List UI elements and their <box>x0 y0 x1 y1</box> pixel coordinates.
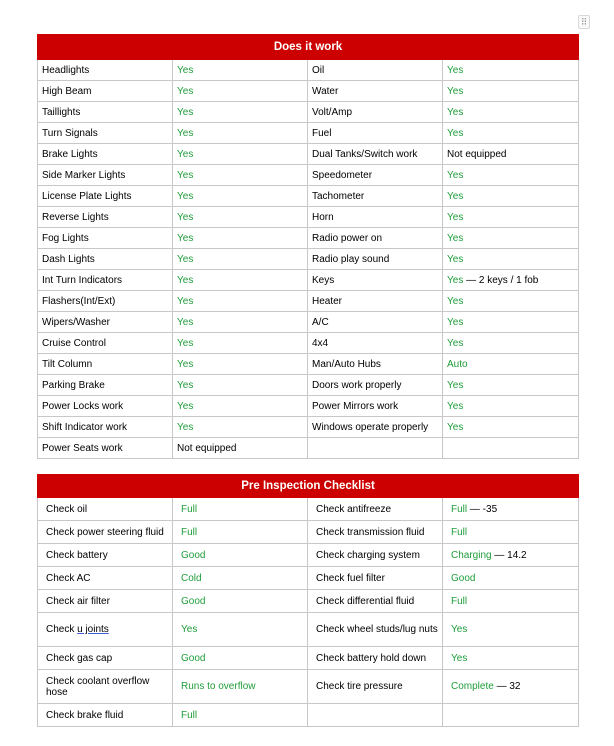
item-cell: Windows operate properly <box>308 417 443 438</box>
item-cell: Check power steering fluid <box>38 521 173 544</box>
table-row <box>38 333 579 354</box>
item-cell: Check wheel studs/lug nuts <box>308 613 443 647</box>
status-cell <box>443 60 579 81</box>
status-cell <box>443 396 579 417</box>
table-row <box>38 60 579 81</box>
status-cell <box>443 567 579 590</box>
item-cell: Doors work properly <box>308 375 443 396</box>
item-cell: Side Marker Lights <box>38 165 173 186</box>
item-cell: Horn <box>308 207 443 228</box>
status-cell: Not equipped <box>173 438 308 459</box>
item-cell: Power Mirrors work <box>308 396 443 417</box>
item-cell: Radio play sound <box>308 249 443 270</box>
table-row <box>38 186 579 207</box>
table-title: Pre Inspection Checklist <box>38 475 579 498</box>
table-row <box>38 567 579 590</box>
status-cell: Full <box>173 498 308 521</box>
table-row <box>38 354 579 375</box>
item-cell: Brake Lights <box>38 144 173 165</box>
item-cell: Check charging system <box>308 544 443 567</box>
table-row <box>38 312 579 333</box>
status-cell <box>443 438 579 459</box>
status-value: Yes <box>447 295 464 307</box>
item-cell: Check tire pressure <box>308 670 443 704</box>
table-row <box>38 81 579 102</box>
status-value: Yes <box>447 169 464 181</box>
table-row <box>38 647 579 670</box>
item-cell: Int Turn Indicators <box>38 270 173 291</box>
status-cell: Yes <box>173 333 308 354</box>
table-row <box>38 670 579 704</box>
item-cell: Shift Indicator work <box>38 417 173 438</box>
status-cell: Yes <box>173 354 308 375</box>
status-value: Full <box>451 595 468 607</box>
status-value: Complete <box>451 681 494 692</box>
item-cell: Wipers/Washer <box>38 312 173 333</box>
status-cell <box>443 670 579 704</box>
item-cell: Heater <box>308 291 443 312</box>
item-cell: Man/Auto Hubs <box>308 354 443 375</box>
status-cell: Yes <box>173 396 308 417</box>
pre-inspection-table <box>37 474 579 727</box>
does-it-work-table <box>37 34 579 459</box>
status-value: Yes <box>447 85 464 97</box>
status-value: Good <box>451 572 476 584</box>
status-cell: Yes <box>173 102 308 123</box>
status-cell: Yes <box>173 165 308 186</box>
table-row <box>38 165 579 186</box>
status-cell <box>443 270 579 291</box>
status-cell: Yes <box>173 123 308 144</box>
status-value: Full <box>451 526 468 538</box>
item-cell: Tachometer <box>308 186 443 207</box>
status-cell <box>443 102 579 123</box>
status-cell <box>443 590 579 613</box>
status-value: Yes <box>451 624 468 635</box>
item-cell: Check antifreeze <box>308 498 443 521</box>
item-cell: Cruise Control <box>38 333 173 354</box>
table-title: Does it work <box>38 35 579 60</box>
item-cell: Headlights <box>38 60 173 81</box>
item-cell: Fog Lights <box>38 228 173 249</box>
status-cell: Yes <box>173 186 308 207</box>
status-value: Yes <box>447 316 464 328</box>
item-cell: Check air filter <box>38 590 173 613</box>
table-row <box>38 590 579 613</box>
item-cell: Check coolant overflow hose <box>38 670 173 704</box>
item-cell: Volt/Amp <box>308 102 443 123</box>
status-cell <box>443 186 579 207</box>
status-cell: Yes <box>173 417 308 438</box>
status-cell: Yes <box>173 60 308 81</box>
status-value: Yes <box>447 232 464 244</box>
table-row <box>38 270 579 291</box>
item-cell: Dual Tanks/Switch work <box>308 144 443 165</box>
item-cell: Dash Lights <box>38 249 173 270</box>
status-cell <box>443 165 579 186</box>
status-cell: Yes <box>173 207 308 228</box>
status-cell <box>443 375 579 396</box>
table-row <box>38 396 579 417</box>
table-row <box>38 249 579 270</box>
status-note: — 2 keys / 1 fob <box>463 274 539 286</box>
table-row <box>38 613 579 647</box>
status-cell: Good <box>173 590 308 613</box>
status-value: Charging <box>451 549 492 561</box>
status-cell <box>443 333 579 354</box>
status-cell <box>443 228 579 249</box>
item-cell: Turn Signals <box>38 123 173 144</box>
item-cell: Check differential fluid <box>308 590 443 613</box>
item-cell: Taillights <box>38 102 173 123</box>
status-cell: Full <box>173 704 308 727</box>
status-value: Yes <box>447 127 464 139</box>
status-note: — -35 <box>467 503 498 515</box>
item-cell: Check oil <box>38 498 173 521</box>
item-cell: Power Locks work <box>38 396 173 417</box>
status-value: Yes <box>447 379 464 391</box>
item-cell: Speedometer <box>308 165 443 186</box>
table-row <box>38 704 579 727</box>
item-cell: 4x4 <box>308 333 443 354</box>
table-row <box>38 521 579 544</box>
status-cell: Yes <box>173 144 308 165</box>
status-value: Full <box>451 503 468 515</box>
status-cell: Yes <box>173 228 308 249</box>
status-value: Yes <box>447 274 464 286</box>
item-cell: License Plate Lights <box>38 186 173 207</box>
status-value: Yes <box>447 211 464 223</box>
status-cell <box>443 81 579 102</box>
table-row <box>38 417 579 438</box>
status-cell: Good <box>173 647 308 670</box>
status-cell <box>443 417 579 438</box>
status-value: Yes <box>451 652 468 664</box>
item-cell: High Beam <box>38 81 173 102</box>
status-cell: Runs to overflow <box>173 670 308 704</box>
drag-handle-icon[interactable]: ⠿ <box>578 15 590 29</box>
status-cell: Cold <box>173 567 308 590</box>
status-value: Yes <box>447 400 464 412</box>
status-cell <box>443 207 579 228</box>
status-cell: Yes <box>173 375 308 396</box>
table-row <box>38 228 579 249</box>
status-value: Yes <box>447 64 464 76</box>
item-cell <box>308 438 443 459</box>
item-cell: Flashers(Int/Ext) <box>38 291 173 312</box>
status-value: Not equipped <box>447 148 507 160</box>
item-cell: Keys <box>308 270 443 291</box>
status-cell <box>443 704 579 727</box>
status-cell <box>443 123 579 144</box>
item-cell: Reverse Lights <box>38 207 173 228</box>
table-row <box>38 544 579 567</box>
table-row <box>38 207 579 228</box>
item-cell: Check transmission fluid <box>308 521 443 544</box>
item-cell: Water <box>308 81 443 102</box>
item-cell <box>308 704 443 727</box>
status-cell <box>443 498 579 521</box>
status-cell: Yes <box>173 291 308 312</box>
status-cell <box>443 291 579 312</box>
table-row <box>38 438 579 459</box>
item-cell: Fuel <box>308 123 443 144</box>
status-cell <box>443 647 579 670</box>
item-cell: Check fuel filter <box>308 567 443 590</box>
table-row <box>38 498 579 521</box>
item-cell: Parking Brake <box>38 375 173 396</box>
item-label-underlined: u joints <box>77 624 109 635</box>
item-label: Check <box>46 624 78 635</box>
status-cell: Yes <box>173 270 308 291</box>
item-cell: Check battery <box>38 544 173 567</box>
item-cell: Check brake fluid <box>38 704 173 727</box>
status-value: Yes <box>447 337 464 349</box>
status-value: Yes <box>447 190 464 202</box>
item-cell: Check gas cap <box>38 647 173 670</box>
status-cell <box>443 521 579 544</box>
status-cell <box>443 613 579 647</box>
item-cell: Tilt Column <box>38 354 173 375</box>
status-note: — 14.2 <box>491 549 527 561</box>
status-cell <box>443 312 579 333</box>
status-cell <box>443 544 579 567</box>
status-value: Yes <box>447 106 464 118</box>
table-row <box>38 144 579 165</box>
item-cell: Check battery hold down <box>308 647 443 670</box>
table-row <box>38 375 579 396</box>
table-row <box>38 123 579 144</box>
status-cell: Full <box>173 521 308 544</box>
status-cell: Yes <box>173 81 308 102</box>
status-cell <box>443 354 579 375</box>
item-cell: Oil <box>308 60 443 81</box>
status-value: Yes <box>447 421 464 433</box>
status-cell: Yes <box>173 249 308 270</box>
item-cell: Power Seats work <box>38 438 173 459</box>
table-row <box>38 291 579 312</box>
item-cell: Radio power on <box>308 228 443 249</box>
status-cell: Good <box>173 544 308 567</box>
table-row <box>38 102 579 123</box>
status-cell: Yes <box>173 613 308 647</box>
status-cell <box>443 249 579 270</box>
item-cell <box>38 613 173 647</box>
item-cell: Check AC <box>38 567 173 590</box>
status-value: Auto <box>447 358 468 370</box>
status-cell <box>443 144 579 165</box>
status-value: Yes <box>447 253 464 265</box>
status-note: — 32 <box>493 681 521 692</box>
item-cell: A/C <box>308 312 443 333</box>
status-cell: Yes <box>173 312 308 333</box>
